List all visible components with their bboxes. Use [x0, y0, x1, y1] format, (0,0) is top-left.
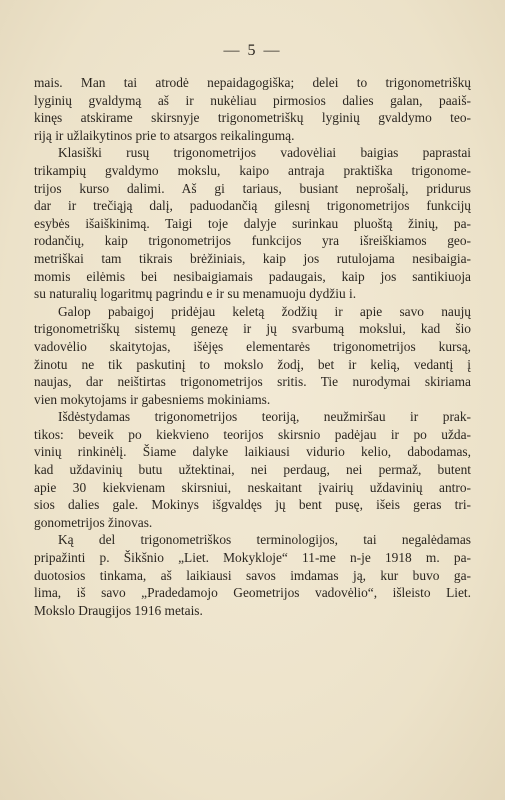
text-line: Mokslo Draugijos 1916 metais.	[34, 602, 203, 618]
paragraph	[34, 74, 471, 144]
text-line: kad uždavinių butu užtektinai, nei perdaug, nei permaž, butent	[34, 462, 471, 478]
text-line: trijos kurso dalimi. Aš gi tariaus, busiant neprošalį, pridurus	[34, 180, 471, 196]
text-line: tikos: beveik po kiekvieno teorijos skirsnio padėjau ir po užda-	[34, 426, 471, 442]
text-line: kinęs atskirame skirsnyje trigonometriškų lyginių gvaldymo teo-	[34, 110, 471, 126]
text-line: mais. Man tai atrodė nepaidagogiška; delei to trigonometriškų	[34, 75, 471, 90]
text-line: esybės išaiškinimą. Taigi toje dalyje surinkau pluoštą žinių, pa-	[34, 215, 471, 231]
text-line: momis eilėmis bei nesibaigiamais padaugais, kaip jos santikiuoja	[34, 268, 471, 284]
paragraph	[34, 408, 471, 531]
text-line: duotosios tinkama, aš laikiausi savos imdamas ją, kur buvo ga-	[34, 567, 471, 583]
text-line: trikampių gvaldymo mokslu, kaipo antraja praktiška trigonome-	[34, 162, 471, 178]
text-line: Išdėstydamas trigonometrijos teoriją, neužmiršau ir prak-	[58, 409, 471, 425]
text-line: vinių rinkinėlį. Šiame dalyke laikiausi vidurio kelio, dabodamas,	[34, 444, 471, 460]
text-line: Ką del trigonometriškos terminologijos, tai negalėdamas	[58, 532, 471, 548]
text-line: naujas, dar neištirtas trigonometrijos sritis. Tie nurodymai skiriama	[34, 374, 471, 390]
text-line: riją ir užlaikytinos prie to atsargos reikalingumą.	[34, 127, 295, 143]
text-line: dar ir trečiąją dalį, paduodančią gilesnį trigonometrijos funkcijų	[34, 198, 471, 214]
page-number: — 5 —	[223, 42, 282, 59]
text-line: apie 30 kiekvienam skirsniui, neskaitant įvairių uždavinių antro-	[34, 479, 471, 495]
text-line: sios dalies gale. Mokinys išgvaldęs jų bent pusę, išeis geras tri-	[34, 497, 471, 513]
text-line: vadovėlio skaitytojas, išėjęs elementarės trigonometrijos kursą,	[34, 338, 471, 354]
paragraph	[34, 303, 471, 409]
text-line: Galop pabaigoj pridėjau keletą žodžių ir apie savo naujų	[58, 303, 471, 319]
text-line: trigonometriškų sistemų genezę ir jų svarbumą mokslui, kad šio	[34, 321, 471, 337]
text-line: lima, iš savo „Pradedamojo Geometrijos vadovėlio“, išleisto Liet.	[34, 585, 471, 601]
text-line: metriškai tam tikrais brėžiniais, kaip jos rutulojama nesibaigia-	[34, 250, 471, 266]
text-line: lyginių gvaldymą aš ir nukėliau pirmosios dalies galan, paaiš-	[34, 92, 471, 108]
text-line: Klasiški rusų trigonometrijos vadovėliai baigias paprastai	[58, 145, 471, 161]
text-line: su naturalių logaritmų pagrindu e ir su menamuoju dydžiu i.	[34, 286, 357, 302]
paragraph	[34, 144, 471, 302]
text-line: gonometrijos žinovas.	[34, 514, 153, 530]
body-text	[34, 74, 471, 619]
paragraph	[34, 531, 471, 619]
text-line: pripažinti p. Šikšnio „Liet. Mokykloje“ 11-me n-je 1918 m. pa-	[34, 550, 471, 566]
text-line: rodančių, kaip trigonometrijos funkcijos yra išreiškiamos geo-	[34, 233, 471, 249]
text-line: vien mokytojams ir gabesniems mokiniams.	[34, 391, 271, 407]
text-line: žinotu ne tik paskutinį to mokslo žodį, bet ir kelią, vedantį į	[34, 356, 471, 372]
